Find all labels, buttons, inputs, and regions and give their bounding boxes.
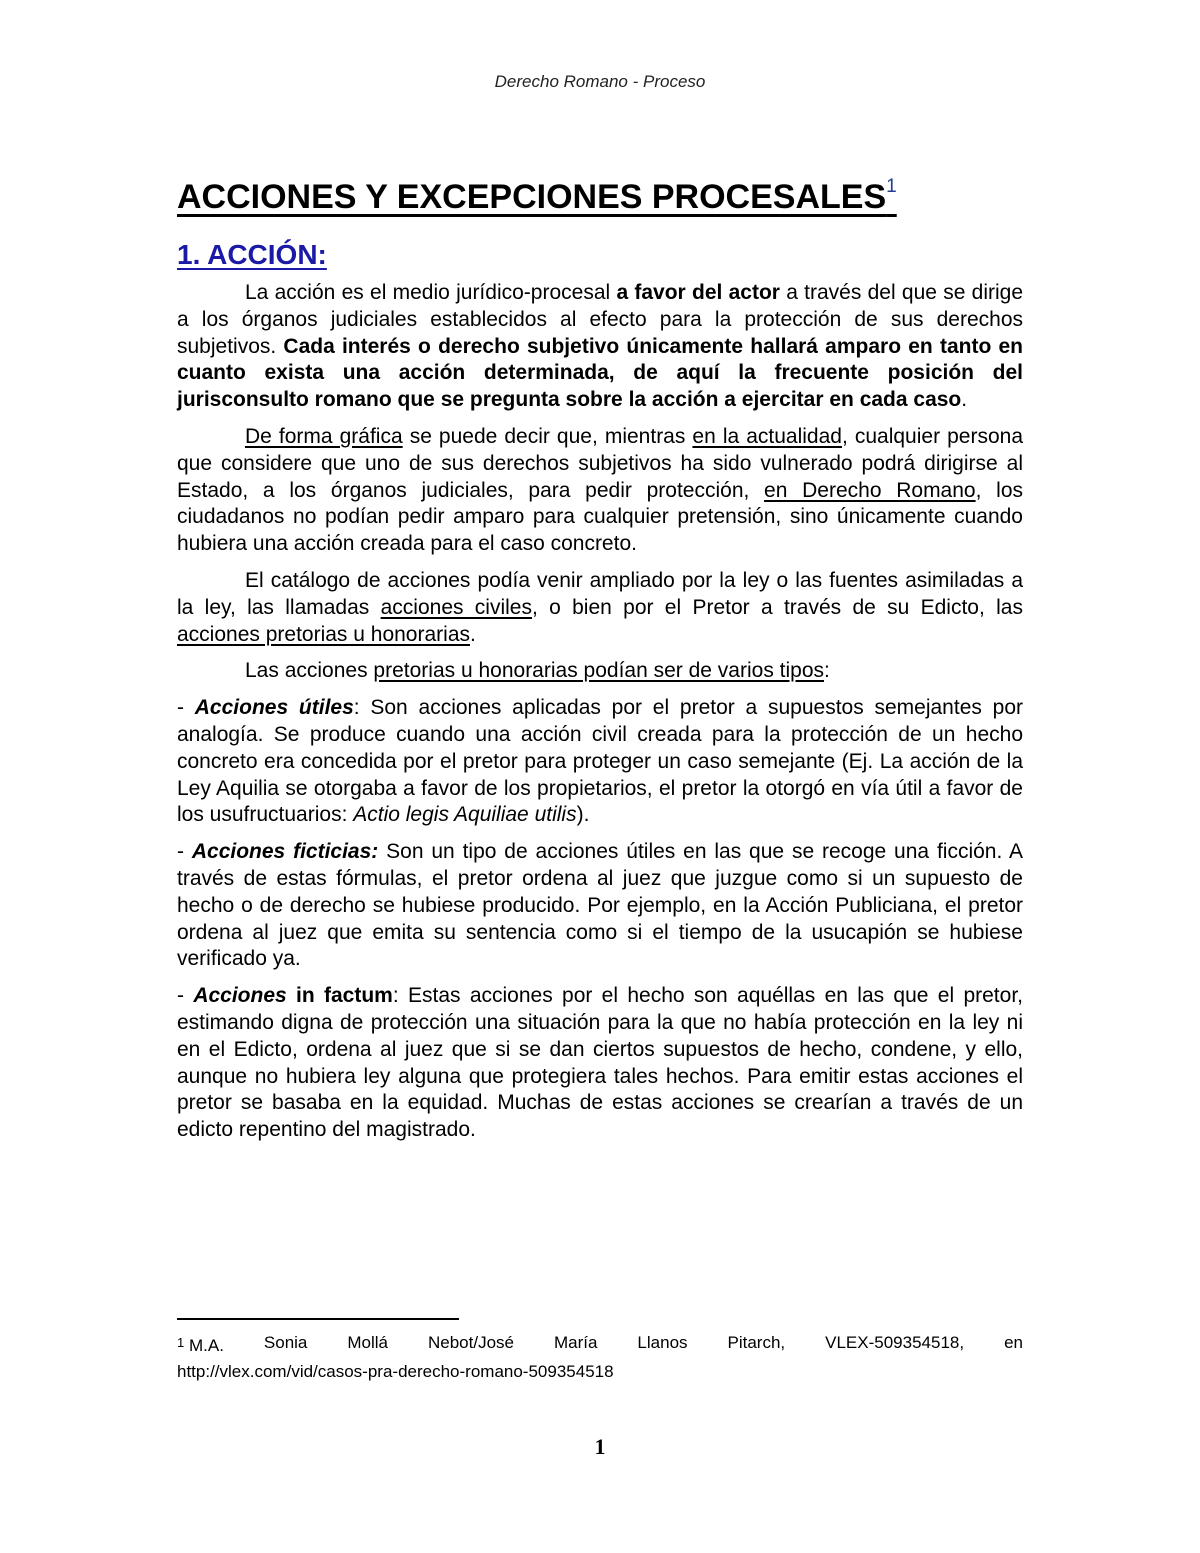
list-item-acciones-utiles: - Acciones útiles: Son acciones aplicadas por el pretor a supuestos semejantes por analogía. Se produce cuando una acción civil creada para la protección de un hecho concreto era concedida por el pretor para proteger un caso semejante (Ej. La acción de la Ley Aquilia se otorgaba a favor de los propietarios, el pretor la otorgó en vía útil a favor de los usufructuarios: Actio legis Aquiliae utilis). bbox=[177, 696, 1023, 827]
document-title bbox=[177, 168, 1023, 226]
document-title-text: ACCIONES Y EXCEPCIONES PROCESALES bbox=[177, 178, 887, 216]
footnote-mark: 1 bbox=[177, 1335, 185, 1350]
footnote-word: Mollá bbox=[347, 1333, 388, 1352]
list-item-acciones-in-factum: - Acciones in factum: Estas acciones por el hecho son aquéllas en las que el pretor, estimando digna de protección una situación para la que no había protección en la ley ni en el Edicto, ordena al juez que si se dan ciertos supuestos de hecho, condene, y ello, aunque no hubiera ley alguna que protegiera tales hechos. Para emitir estas acciones el pretor se basaba en la equidad. Muchas de estas acciones se crearían a través de un edicto repentino del magistrado. bbox=[177, 984, 1023, 1142]
footnote-word: $^1$ M.A. bbox=[177, 1335, 224, 1355]
footnote-word: Pitarch, bbox=[727, 1333, 786, 1352]
footnote-word: Llanos bbox=[637, 1333, 688, 1352]
section-heading-accion: 1. ACCIÓN: bbox=[177, 239, 327, 270]
running-header: Derecho Romano - Proceso bbox=[494, 72, 706, 91]
footnote-reference[interactable]: 1 bbox=[886, 176, 897, 197]
page-number: 1 bbox=[594, 1434, 606, 1459]
paragraph-catalogo: El catálogo de acciones podía venir ampliado por la ley o las fuentes asimiladas a la ley, las llamadas acciones civiles, o bien por el Pretor a través de su Edicto, las acciones pretorias u honorarias. bbox=[177, 568, 1023, 646]
page-content bbox=[177, 168, 1023, 1154]
footnote-word: María bbox=[553, 1333, 598, 1352]
footnote-word: Sonia bbox=[263, 1333, 308, 1352]
footnote-word: en bbox=[1004, 1333, 1023, 1352]
footnote-separator bbox=[177, 1318, 459, 1320]
paragraph-forma-grafica: De forma gráfica se puede decir que, mientras en la actualidad, cualquier persona que considere que uno de sus derechos subjetivos ha sido vulnerado podrá dirigirse al Estado, a los órganos judiciales, para pedir protección, en Derecho Romano, los ciudadanos no podían pedir amparo para cualquier pretensión, sino únicamente cuando hubiera una acción creada para el caso concreto. bbox=[177, 424, 1024, 556]
paragraph-definicion: La acción es el medio jurídico-procesal a favor del actor a través del que se dirige a los órganos judiciales establecidos al efecto para la protección de sus derechos subjetivos. Cada interés o derecho subjetivo únicamente hallará amparo en tanto en cuanto exista una acción determinada, de aquí la frecuente posición del jurisconsulto romano que se pregunta sobre la acción a ejercitar en cada caso. bbox=[177, 281, 1023, 412]
footnote-url[interactable]: http://vlex.com/vid/casos-pra-derecho-romano-509354518 bbox=[177, 1362, 614, 1381]
paragraph-tipos: Las acciones pretorias u honorarias podían ser de varios tipos: bbox=[245, 659, 830, 683]
footnote bbox=[177, 1330, 1023, 1385]
footnote-first-line bbox=[177, 1330, 1023, 1359]
list-item-acciones-ficticias: - Acciones ficticias: Son un tipo de acciones útiles en las que se recoge una ficción. A través de estas fórmulas, el pretor ordena al juez que juzgue como si un supuesto de hecho o de derecho se hubiese producido. Por ejemplo, en la Acción Publiciana, el pretor ordena al juez que emita su sentencia como si el tiempo de la usucapión se hubiese verificado ya. bbox=[177, 840, 1024, 971]
footnote-word: VLEX-509354518, bbox=[825, 1333, 965, 1352]
footnote-word: Nebot/José bbox=[427, 1333, 514, 1352]
